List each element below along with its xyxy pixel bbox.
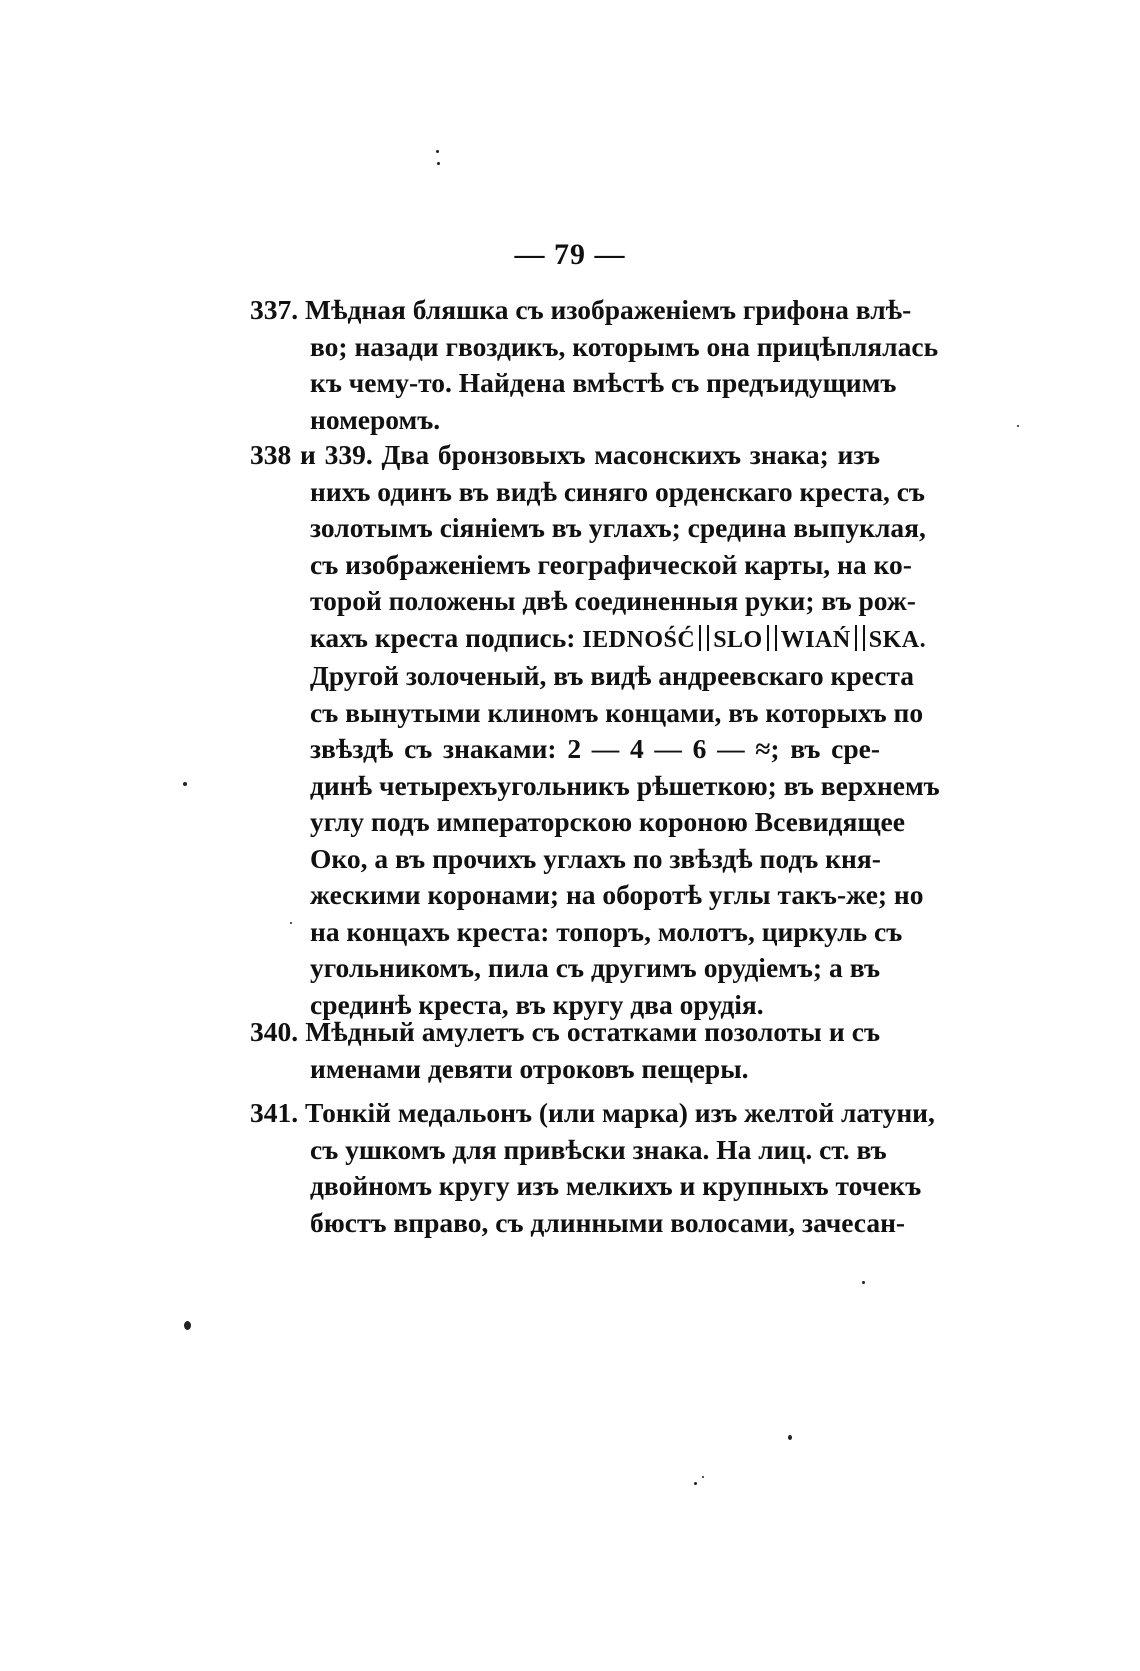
entry-line: углу подъ императорскою короною Всевидящее [310,806,905,837]
catalog-entry-340 [250,1014,880,1087]
scan-speck [184,1321,191,1330]
entry-line: именами девяти отроковъ пещеры. [310,1052,749,1084]
entry-line: срединѣ креста, въ кругу два орудiя. [310,988,764,1020]
entry-line: двойномъ кругу изъ мелкихъ и крупныхъ точекъ [310,1170,922,1201]
entry-line: на концахъ креста: топоръ, молотъ, циркуль съ [310,915,903,947]
scan-speck [862,1281,865,1284]
entry-line: золотымъ сiянiемъ въ углахъ; средина выпуклая, [310,512,926,543]
scan-speck [694,1482,697,1485]
entry-line: динѣ четырехъугольникъ рѣшеткою; въ верхнемъ [310,769,940,801]
entry-line: 337. Мѣдная бляшка съ изображенiемъ грифона влѣ- [250,294,912,325]
entry-text: звѣздѣ съ знаками: [310,733,557,764]
entry-line: жескими коронами; на оборотѣ углы такъ-же; но [310,879,924,910]
entry-line: съ изображенiемъ географической карты, на ко- [310,548,912,580]
entry-line: 340. Мѣдный амулетъ съ остатками позолоты и съ [250,1016,880,1047]
scan-speck [183,782,187,786]
entry-line: съ вынутыми клиномъ концами, въ которыхъ по [310,696,924,728]
entry-line: угольникомъ, пила съ другимъ орудiемъ; а въ [310,952,880,983]
entry-line: нихъ одинъ въ видѣ синяго орденскаго креста, съ [310,475,925,507]
separator-mark [855,625,865,651]
entry-line: 338 и 339. Два бронзовыхъ масонскихъ знака; изъ [250,439,880,470]
entry-line: бюстъ вправо, съ длинными волосами, зачесан- [310,1206,906,1238]
scan-speck [290,922,292,924]
inscription-part: IEDNOŚĆ [582,626,696,653]
scan-speck [436,150,439,153]
entry-line-signs [250,731,880,768]
entry-line: къ чему-то. Найдена вмѣстѣ съ предъидущимъ [310,367,897,398]
entry-line: 341. Тонкiй медальонъ (или марка) изъ желтой латуни, [250,1097,935,1128]
entry-line: Око, а въ прочихъ углахъ по звѣздѣ подъ кня- [310,842,881,874]
entry-line: торой положены двѣ соединенныя руки; въ рож- [310,585,916,616]
catalog-entry-338-339 [250,437,940,1023]
signs-symbols: 2 — 4 — 6 — ≈; въ сре- [567,733,881,764]
separator-mark [767,625,777,651]
entry-text: кахъ креста подпись: [310,621,576,653]
scan-speck [788,1435,792,1440]
entry-line-inscription [250,620,927,659]
catalog-entry-337 [250,292,939,438]
page-number: — 79 — [514,238,626,271]
entry-line: съ ушкомъ для привѣски знака. На лиц. ст. въ [310,1133,887,1165]
separator-mark [699,625,709,651]
inscription-part: SKA. [868,626,927,653]
catalog-entry-341 [250,1095,935,1241]
scan-speck [437,162,440,165]
entry-line: номеромъ. [310,403,441,435]
scan-speck [1017,425,1019,427]
entry-line: во; назади гвоздикъ, которымъ она прицѣплялась [310,330,939,362]
inscription-part: SLO [713,626,763,653]
scan-speck [702,1476,704,1478]
inscription-part: WIAŃ [780,626,851,653]
entry-line: Другой золоченый, въ видѣ андреевскаго креста [310,660,914,691]
